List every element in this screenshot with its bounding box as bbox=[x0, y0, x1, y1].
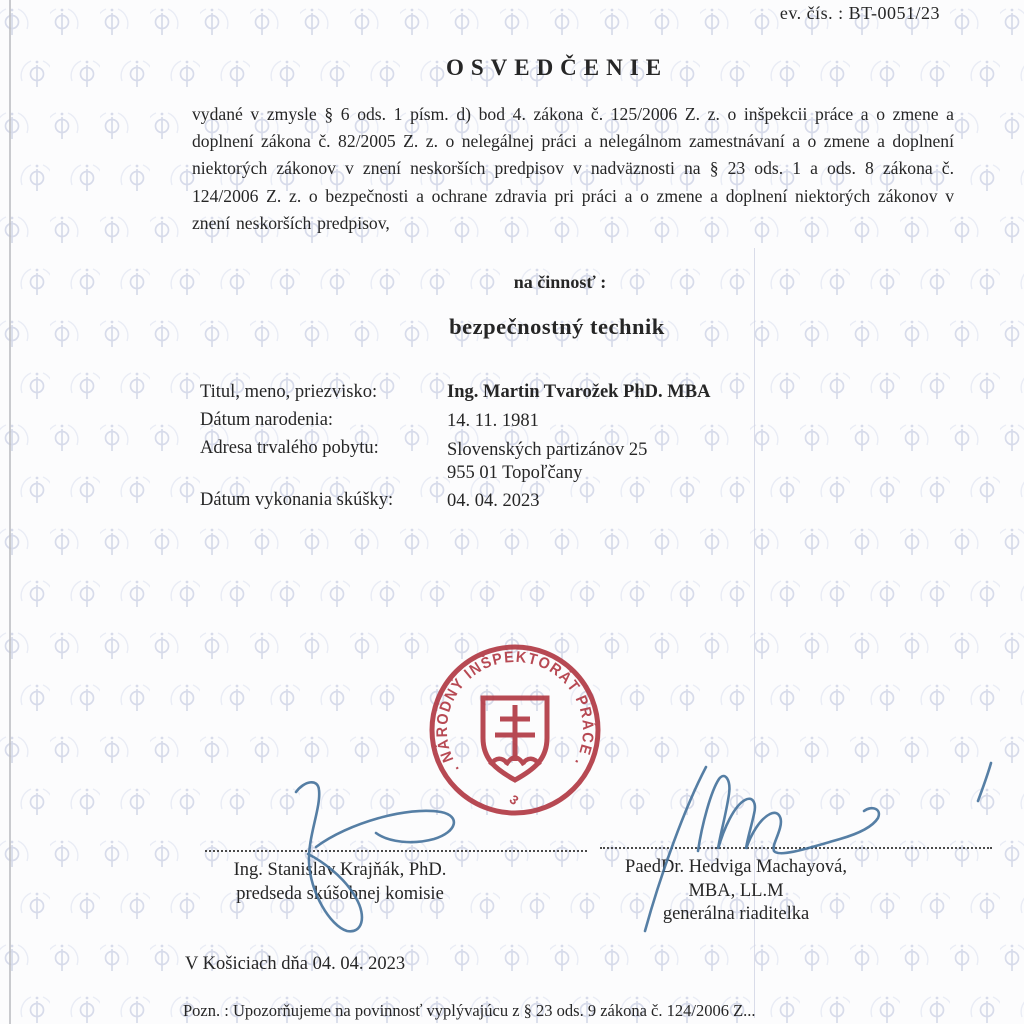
field-value-name: Ing. Martin Tvarožek PhD. MBA bbox=[447, 382, 711, 402]
left-signatory-name: Ing. Stanislav Krajňák, PhD. bbox=[233, 860, 447, 880]
right-signatory-name: PaedDr. Hedviga Machayová, bbox=[625, 857, 847, 877]
document-title: OSVEDČENIE bbox=[445, 55, 669, 80]
field-label-address: Adresa trvalého pobytu: bbox=[200, 438, 379, 458]
activity-value: bezpečnostný technik bbox=[449, 314, 665, 339]
left-signature-flourish bbox=[316, 811, 454, 847]
left-signature-ink bbox=[296, 782, 362, 931]
right-signatory-name2: MBA, LL.M bbox=[688, 880, 784, 901]
field-label-birthdate: Dátum narodenia: bbox=[200, 410, 334, 430]
right-signatory-role: generálna riaditelka bbox=[662, 904, 810, 924]
field-value-address-line2: 955 01 Topoľčany bbox=[447, 463, 583, 483]
intro-paragraph: vydané v zmysle § 6 ods. 1 písm. d) bod 4. zákona č. 125/2006 Z. z. o inšpekcii práce a o zmene a doplnení zákona č. 82/2005 Z. z. o nelegálnej práci a nelegálnom zamestnávaní a o zmene a doplnení niektorých zákonov v znení neskorších predpisov v nadväznosti na § 23 ods. 1 a ods. 8 zákona č. 124/2006 Z. z. o bezpečnosti a ochrane zdravia pri práci a o zmene a doplnení niektorých zákonov v znení neskorších predpisov, bbox=[192, 104, 954, 233]
right-signature-apostrophe bbox=[978, 763, 991, 801]
field-value-address-line1: Slovenských partizánov 25 bbox=[447, 440, 648, 460]
right-signature-ink bbox=[698, 776, 879, 853]
activity-label: na činnosť : bbox=[513, 272, 607, 292]
left-signatory-role: predseda skúšobnej komisie bbox=[236, 883, 444, 904]
evidence-number: ev. čís. : BT-0051/23 bbox=[779, 3, 940, 23]
field-label-exam-date: Dátum vykonania skúšky: bbox=[200, 490, 394, 510]
footer-note: Pozn. : Upozorňujeme na povinnosť vyplývajúcu z § 23 ods. 9 zákona č. 124/2006 Z... bbox=[183, 1001, 756, 1020]
right-signature-descender bbox=[645, 767, 706, 931]
stamp-center-mark: 3 bbox=[506, 791, 522, 808]
field-value-birthdate: 14. 11. 1981 bbox=[447, 411, 539, 431]
stamp-ring-text: . NÁRODNÝ INŠPEKTORÁT PRÁCE . bbox=[433, 648, 597, 777]
place-and-date: V Košiciach dňa 04. 04. 2023 bbox=[185, 954, 406, 974]
field-label-name: Titul, meno, priezvisko: bbox=[200, 382, 378, 402]
field-value-exam-date: 04. 04. 2023 bbox=[447, 491, 540, 511]
